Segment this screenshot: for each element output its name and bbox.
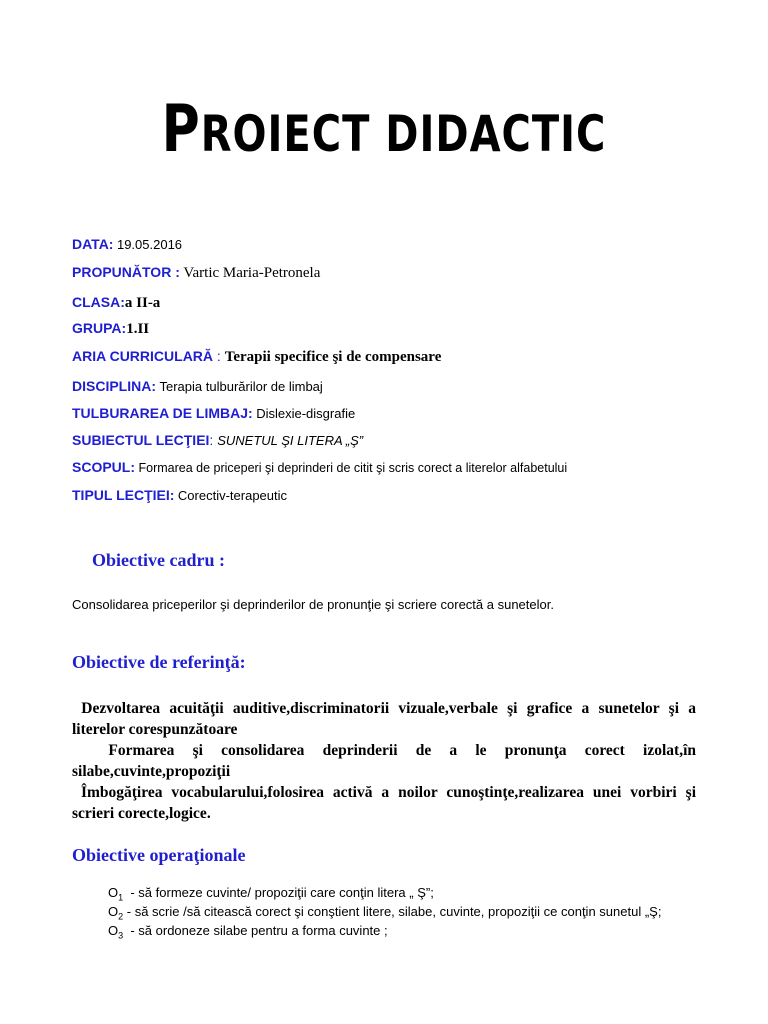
referinta-item: Dezvoltarea acuităţii auditive,discriminatorii vizuale,verbale şi grafice a sunetelor şi a literelor corespunzătoare <box>72 700 700 738</box>
title-rest: ROIECT DIDACTIC <box>200 105 607 164</box>
objective-index: 1 <box>118 892 124 903</box>
field-value: Terapii specifice şi de compensare <box>224 349 442 365</box>
field-label: TULBURAREA DE LIMBAJ: <box>72 405 253 421</box>
heading-obiective-operationale: Obiective operaţionale <box>72 845 246 865</box>
field-aria-curriculara <box>72 348 441 366</box>
referinta-item: Îmbogăţirea vocabularului,folosirea activă a noilor cunoştinţe,realizarea unei vorbiri şi scrieri corecte,logice. <box>72 784 700 822</box>
field-grupa <box>72 320 149 338</box>
objective-text: - să formeze cuvinte/ propoziţii care conţin litera „ Ş”; <box>123 885 434 900</box>
field-value: SUNETUL ŞI LITERA „Ş” <box>217 433 364 448</box>
field-value: Corectiv-terapeutic <box>177 488 288 503</box>
objective-code: O <box>108 885 119 900</box>
field-value: Formarea de priceperi şi deprinderi de citit şi scris corect a literelor alfabetului <box>138 461 568 475</box>
field-label: DISCIPLINA: <box>72 378 156 394</box>
field-tipul <box>72 487 287 505</box>
field-value: Dislexie-disgrafie <box>256 406 356 421</box>
field-data <box>72 236 182 254</box>
field-label: DATA: <box>72 236 114 252</box>
operational-item <box>108 885 728 903</box>
objective-code: O <box>108 904 119 919</box>
field-value: 1.II <box>126 321 150 337</box>
field-propunator <box>72 264 320 282</box>
field-value: Vartic Maria-Petronela <box>183 265 321 281</box>
objective-code: O <box>108 923 119 938</box>
field-label: CLASA: <box>72 294 125 310</box>
operational-item <box>108 923 728 941</box>
objective-text: - să ordoneze silabe pentru a forma cuvinte ; <box>123 923 388 938</box>
field-label: SCOPUL: <box>72 459 135 475</box>
field-label: GRUPA: <box>72 320 127 336</box>
field-label: TIPUL LECŢIEI: <box>72 487 175 503</box>
field-label: ARIA CURRICULARĂ <box>72 348 214 364</box>
objective-index: 2 <box>118 911 124 922</box>
field-tulburarea <box>72 405 355 423</box>
operational-item <box>108 904 728 922</box>
field-label: SUBIECTUL LECŢIEI <box>72 432 210 448</box>
field-disciplina <box>72 378 323 396</box>
field-separator: : <box>213 348 225 364</box>
heading-obiective-referinta: Obiective de referinţă: <box>72 652 246 672</box>
heading-obiective-cadru: Obiective cadru : <box>92 550 225 570</box>
referinta-item: Formarea şi consolidarea deprinderii de a le pronunţa corect izolat,în silabe,cuvinte,propoziţii <box>72 742 700 780</box>
field-scopul <box>72 459 567 477</box>
title-initial: P <box>161 92 201 167</box>
field-value: Terapia tulburărilor de limbaj <box>159 379 323 394</box>
field-value: a II-a <box>124 295 161 311</box>
field-label: PROPUNĂTOR : <box>72 264 180 280</box>
objective-index: 3 <box>118 930 124 941</box>
obiective-cadru-text: Consolidarea priceperilor şi deprinderilor de pronunţie şi scriere corectă a sunetelor. <box>72 597 554 612</box>
field-separator: : <box>209 432 218 448</box>
field-subiectul <box>72 432 363 450</box>
field-value: 19.05.2016 <box>116 237 183 252</box>
document-title <box>0 92 768 167</box>
field-clasa <box>72 294 160 312</box>
objective-text: - să scrie /să citească corect şi conştient litere, silabe, cuvinte, propoziţii ce conţin sunetul „Ş; <box>123 904 662 919</box>
